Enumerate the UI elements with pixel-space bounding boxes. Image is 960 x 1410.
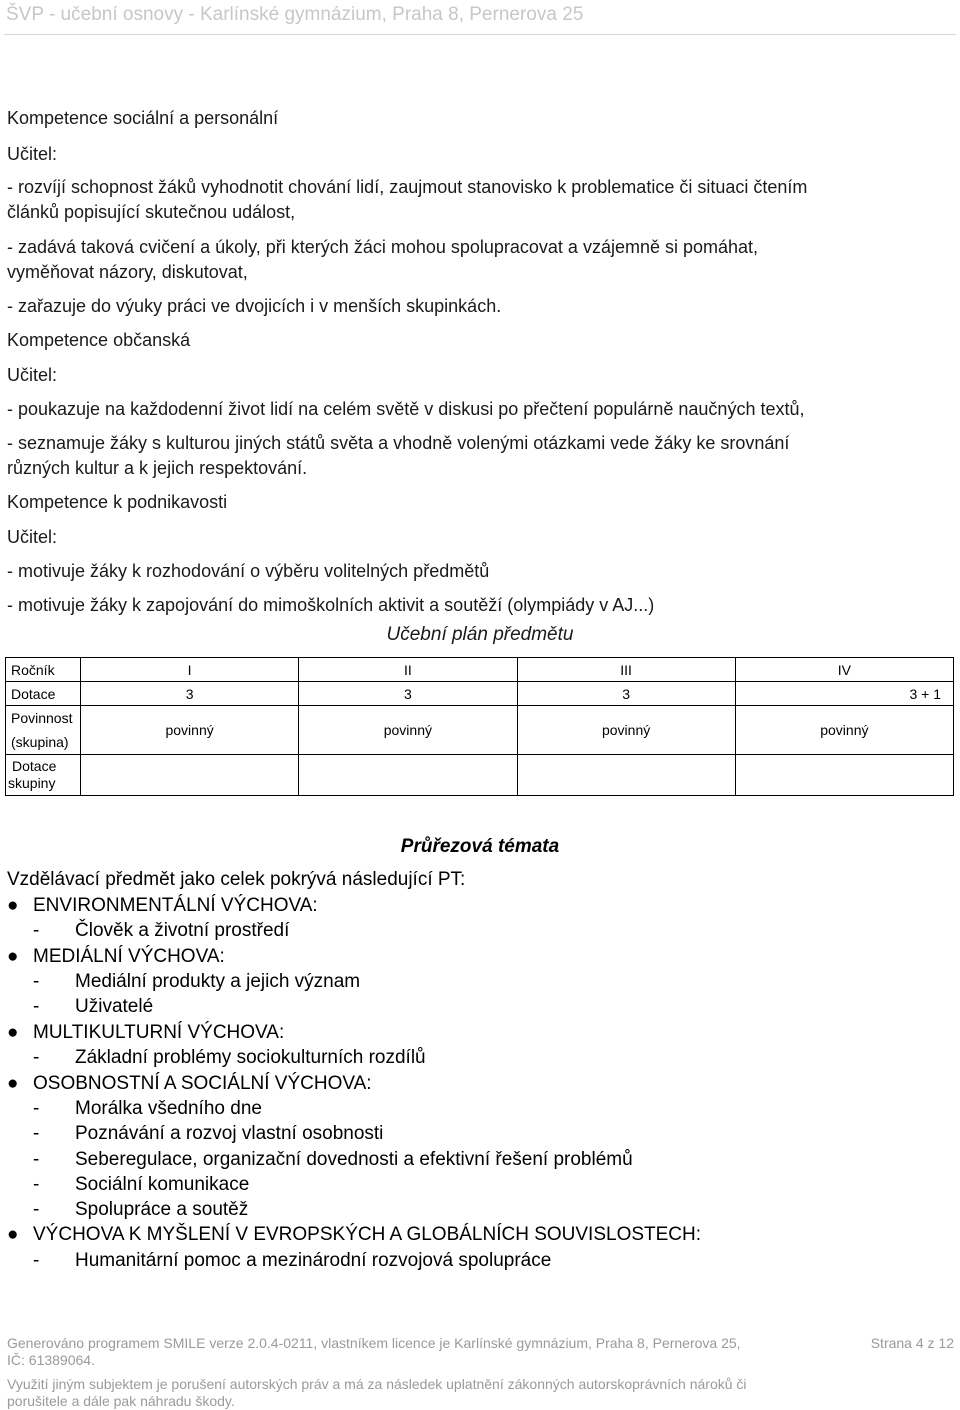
competence-item-line: - rozvíjí schopnost žáků vyhodnotit chování lidí, zaujmout stanovisko k problematice či situaci čtením <box>7 177 808 197</box>
competence-item-line: - seznamuje žáky s kulturou jiných států světa a vhodně volenými otázkami vede žáky ke srovnání <box>7 433 790 453</box>
topic-group <box>7 1022 284 1044</box>
footer-page-number: Strana 4 z 12 <box>870 1335 954 1351</box>
topic-item <box>33 1098 262 1120</box>
table-cell: III <box>517 658 735 682</box>
topic-item <box>33 996 153 1018</box>
table-cell: povinný <box>517 706 735 755</box>
competence-item-line: - zadává taková cvičení a úkoly, při kterých žáci mohou spolupracovat a vzájemně si pomáhat, <box>7 237 759 257</box>
dash-icon: - <box>33 1098 40 1119</box>
topic-group <box>7 946 225 968</box>
competence-item-line: vyměňovat názory, diskutovat, <box>7 262 248 282</box>
topic-item-label: Spolupráce a soutěž <box>75 1199 249 1220</box>
competence-title: Kompetence občanská <box>7 330 191 350</box>
topic-item-label: Člověk a životní prostředí <box>75 920 290 941</box>
topic-item-label: Morálka všedního dne <box>75 1098 262 1119</box>
table-cell <box>299 755 517 796</box>
topic-group <box>7 1224 701 1246</box>
competence-title: Kompetence sociální a personální <box>7 108 279 128</box>
topic-item-label: Mediální produkty a jejich význam <box>75 971 361 992</box>
row-label: Ročník <box>6 658 81 682</box>
footer-line: Využití jiným subjektem je porušení autorských práv a má za následek uplatnění zákonných autorskoprávních nároků či <box>7 1376 747 1392</box>
competence-item-line: - poukazuje na každodenní život lidí na celém světě v diskusi po přečtení populárně naučných textů, <box>7 399 805 419</box>
row-label-line: Dotace <box>12 758 57 774</box>
table-cell: II <box>299 658 517 682</box>
topic-item <box>33 971 360 993</box>
dash-icon: - <box>33 971 40 992</box>
row-label-line: Povinnost <box>11 710 73 726</box>
dash-icon: - <box>33 996 40 1017</box>
topic-group <box>7 895 318 917</box>
row-label-line: skupiny <box>8 775 56 791</box>
table-cell: povinný <box>299 706 517 755</box>
table-cell <box>517 755 735 796</box>
bullet-icon: ● <box>7 1224 19 1245</box>
competence-item-line: článků popisující skutečnou událost, <box>7 202 296 222</box>
page-header-title: ŠVP - učební osnovy - Karlínské gymnázium, Praha 8, Pernerova 25 <box>6 4 584 25</box>
competence-item-line: - motivuje žáky k rozhodování o výběru volitelných předmětů <box>7 561 490 581</box>
teacher-label: Učitel: <box>7 365 58 385</box>
teacher-label: Učitel: <box>7 144 58 164</box>
topic-item <box>33 1250 551 1272</box>
topic-item <box>33 1149 633 1171</box>
dash-icon: - <box>33 1250 40 1271</box>
table-row <box>6 755 954 796</box>
table-cell: povinný <box>735 706 953 755</box>
competence-item-line: - zařazuje do výuky práci ve dvojicích i v menších skupinkách. <box>7 296 502 316</box>
table-cell: IV <box>735 658 953 682</box>
topic-item <box>33 1199 248 1221</box>
topic-item <box>33 1174 249 1196</box>
table-row <box>6 682 954 706</box>
topic-item <box>33 1047 426 1069</box>
row-label: Dotace <box>6 682 81 706</box>
plan-title: Učební plán předmětu <box>386 624 574 645</box>
table-cell: povinný <box>81 706 299 755</box>
dash-icon: - <box>33 1123 40 1144</box>
table-row <box>6 706 954 755</box>
dash-icon: - <box>33 1174 40 1195</box>
row-label-line: (skupina) <box>11 734 69 750</box>
footer-line: porušitele a dále pak náhradu škody. <box>7 1393 235 1409</box>
bullet-icon: ● <box>7 946 19 967</box>
topic-item-label: Sociální komunikace <box>75 1174 250 1195</box>
bullet-icon: ● <box>7 1022 19 1043</box>
topic-item-label: Seberegulace, organizační dovednosti a efektivní řešení problémů <box>75 1149 633 1170</box>
footer-line: Generováno programem SMILE verze 2.0.4-0211, vlastníkem licence je Karlínské gymnázium, Praha 8, Pernerova 25, <box>7 1335 741 1351</box>
bullet-icon: ● <box>7 1073 19 1094</box>
dash-icon: - <box>33 1149 40 1170</box>
table-cell: 3 <box>81 682 299 706</box>
table-cell <box>81 755 299 796</box>
teacher-label: Učitel: <box>7 527 58 547</box>
topic-group-name: OSOBNOSTNÍ A SOCIÁLNÍ VÝCHOVA: <box>33 1073 372 1094</box>
row-label <box>6 755 81 796</box>
table-row <box>6 658 954 682</box>
topic-group-name: VÝCHOVA K MYŠLENÍ V EVROPSKÝCH A GLOBÁLNÍCH SOUVISLOSTECH: <box>33 1224 702 1245</box>
topic-group-name: MULTIKULTURNÍ VÝCHOVA: <box>33 1022 285 1043</box>
competence-title: Kompetence k podnikavosti <box>7 492 228 512</box>
topic-item-label: Poznávání a rozvoj vlastní osobnosti <box>75 1123 384 1144</box>
footer-line: IČ: 61389064. <box>7 1352 95 1368</box>
topic-item-label: Humanitární pomoc a mezinárodní rozvojová spolupráce <box>75 1250 552 1271</box>
table-cell: I <box>81 658 299 682</box>
topic-item <box>33 1123 383 1145</box>
competence-item-line: - motivuje žáky k zapojování do mimoškolních aktivit a soutěží (olympiády v AJ...) <box>7 595 655 615</box>
bullet-icon: ● <box>7 895 19 916</box>
table-cell: 3 <box>517 682 735 706</box>
topic-group-name: ENVIRONMENTÁLNÍ VÝCHOVA: <box>33 895 318 916</box>
topic-item-label: Uživatelé <box>75 996 154 1017</box>
dash-icon: - <box>33 1047 40 1068</box>
dash-icon: - <box>33 920 40 941</box>
topic-group <box>7 1073 372 1095</box>
competence-item-line: různých kultur a k jejich respektování. <box>7 458 308 478</box>
header-divider <box>4 34 956 35</box>
table-cell <box>735 755 953 796</box>
topic-group-name: MEDIÁLNÍ VÝCHOVA: <box>33 946 225 967</box>
dash-icon: - <box>33 1199 40 1220</box>
table-cell: 3 + 1 <box>735 682 953 706</box>
topic-item <box>33 920 289 942</box>
cross-topics-intro: Vzdělávací předmět jako celek pokrývá následující PT: <box>7 869 466 890</box>
row-label <box>6 706 81 755</box>
cross-topics-title: Průřezová témata <box>400 836 560 857</box>
topic-item-label: Základní problémy sociokulturních rozdílů <box>75 1047 426 1068</box>
plan-table <box>5 657 954 796</box>
table-cell: 3 <box>299 682 517 706</box>
